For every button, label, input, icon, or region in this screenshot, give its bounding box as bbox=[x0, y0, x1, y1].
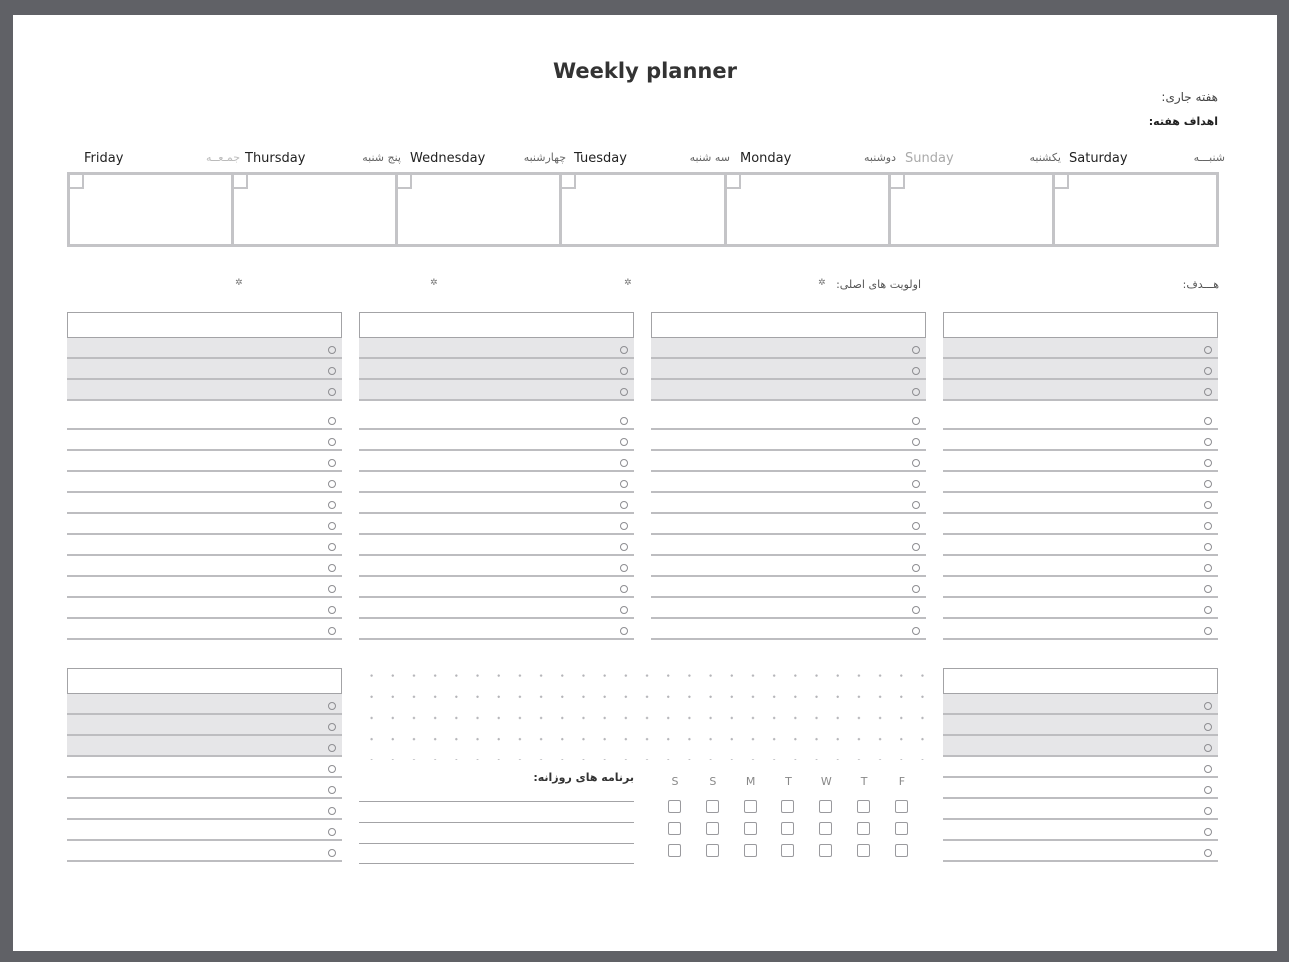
circle-checkbox-icon[interactable] bbox=[1204, 702, 1212, 710]
day-box-tuesday[interactable] bbox=[562, 175, 726, 244]
task-row[interactable] bbox=[359, 430, 634, 451]
circle-checkbox-icon[interactable] bbox=[1204, 828, 1212, 836]
task-column-header[interactable] bbox=[67, 668, 342, 694]
task-row[interactable] bbox=[67, 430, 342, 451]
day-box-monday[interactable] bbox=[727, 175, 891, 244]
circle-checkbox-icon[interactable] bbox=[620, 346, 628, 354]
task-row[interactable] bbox=[651, 619, 926, 640]
circle-checkbox-icon[interactable] bbox=[620, 627, 628, 635]
circle-checkbox-icon[interactable] bbox=[328, 543, 336, 551]
daily-program-line[interactable] bbox=[359, 801, 634, 802]
task-row[interactable] bbox=[67, 535, 342, 556]
circle-checkbox-icon[interactable] bbox=[1204, 417, 1212, 425]
circle-checkbox-icon[interactable] bbox=[1204, 564, 1212, 572]
circle-checkbox-icon[interactable] bbox=[328, 346, 336, 354]
circle-checkbox-icon[interactable] bbox=[328, 723, 336, 731]
day-name-fa: شنبـــه bbox=[1193, 151, 1225, 164]
day-header-wednesday bbox=[408, 151, 572, 169]
circle-checkbox-icon[interactable] bbox=[328, 786, 336, 794]
task-row[interactable] bbox=[67, 472, 342, 493]
habit-checkbox[interactable] bbox=[819, 800, 832, 813]
task-row[interactable] bbox=[651, 409, 926, 430]
task-column bbox=[359, 312, 634, 640]
habit-row bbox=[661, 844, 916, 860]
habit-checkbox[interactable] bbox=[781, 844, 794, 857]
task-row[interactable] bbox=[943, 380, 1218, 401]
circle-checkbox-icon[interactable] bbox=[1204, 522, 1212, 530]
task-column bbox=[651, 312, 926, 640]
habit-checkbox[interactable] bbox=[744, 822, 757, 835]
task-row[interactable] bbox=[359, 472, 634, 493]
task-row[interactable] bbox=[67, 757, 342, 778]
day-header-tuesday bbox=[572, 151, 736, 169]
habit-checkbox[interactable] bbox=[857, 800, 870, 813]
task-row[interactable] bbox=[651, 430, 926, 451]
task-row[interactable] bbox=[359, 514, 634, 535]
habit-row bbox=[661, 822, 916, 838]
task-row[interactable] bbox=[651, 598, 926, 619]
habit-checkbox[interactable] bbox=[668, 800, 681, 813]
task-row[interactable] bbox=[67, 619, 342, 640]
day-box-saturday[interactable] bbox=[1055, 175, 1216, 244]
task-row[interactable] bbox=[67, 598, 342, 619]
circle-checkbox-icon[interactable] bbox=[328, 744, 336, 752]
task-row[interactable] bbox=[651, 380, 926, 401]
habit-checkbox[interactable] bbox=[895, 822, 908, 835]
circle-checkbox-icon[interactable] bbox=[912, 585, 920, 593]
task-column-header[interactable] bbox=[651, 312, 926, 338]
circle-checkbox-icon[interactable] bbox=[328, 564, 336, 572]
circle-checkbox-icon[interactable] bbox=[620, 388, 628, 396]
habit-day-label: S bbox=[671, 775, 679, 788]
task-row[interactable] bbox=[943, 359, 1218, 380]
habit-day-label: S bbox=[709, 775, 717, 788]
goal-label: هـــدف: bbox=[1182, 278, 1219, 291]
task-row[interactable] bbox=[943, 577, 1218, 598]
circle-checkbox-icon[interactable] bbox=[328, 606, 336, 614]
task-row[interactable] bbox=[67, 694, 342, 715]
circle-checkbox-icon[interactable] bbox=[1204, 367, 1212, 375]
task-row[interactable] bbox=[359, 619, 634, 640]
task-row[interactable] bbox=[67, 556, 342, 577]
task-column bbox=[67, 312, 342, 640]
circle-checkbox-icon[interactable] bbox=[328, 627, 336, 635]
task-row[interactable] bbox=[67, 338, 342, 359]
habit-checkbox[interactable] bbox=[895, 844, 908, 857]
task-row[interactable] bbox=[651, 359, 926, 380]
day-header-monday bbox=[738, 151, 902, 169]
task-row[interactable] bbox=[943, 841, 1218, 862]
circle-checkbox-icon[interactable] bbox=[912, 606, 920, 614]
task-row[interactable] bbox=[943, 556, 1218, 577]
priorities-label: اولویت های اصلی: bbox=[836, 278, 921, 291]
task-column-header[interactable] bbox=[943, 312, 1218, 338]
habit-checkbox[interactable] bbox=[744, 844, 757, 857]
habit-checkbox[interactable] bbox=[706, 822, 719, 835]
task-row[interactable] bbox=[359, 535, 634, 556]
task-row[interactable] bbox=[67, 736, 342, 757]
task-row[interactable] bbox=[67, 820, 342, 841]
circle-checkbox-icon[interactable] bbox=[620, 501, 628, 509]
habit-checkbox[interactable] bbox=[781, 822, 794, 835]
task-column-header[interactable] bbox=[943, 668, 1218, 694]
circle-checkbox-icon[interactable] bbox=[620, 367, 628, 375]
task-row[interactable] bbox=[359, 577, 634, 598]
habit-checkbox[interactable] bbox=[668, 844, 681, 857]
planner-page bbox=[13, 15, 1277, 951]
task-row[interactable] bbox=[67, 514, 342, 535]
circle-checkbox-icon[interactable] bbox=[912, 522, 920, 530]
circle-checkbox-icon[interactable] bbox=[328, 367, 336, 375]
circle-checkbox-icon[interactable] bbox=[1204, 459, 1212, 467]
circle-checkbox-icon[interactable] bbox=[1204, 388, 1212, 396]
circle-checkbox-icon[interactable] bbox=[1204, 744, 1212, 752]
task-row[interactable] bbox=[651, 338, 926, 359]
habit-checkbox[interactable] bbox=[895, 800, 908, 813]
task-row[interactable] bbox=[943, 715, 1218, 736]
day-name-en: Saturday bbox=[1069, 151, 1128, 166]
habit-checkbox[interactable] bbox=[857, 822, 870, 835]
circle-checkbox-icon[interactable] bbox=[1204, 807, 1212, 815]
task-row[interactable] bbox=[67, 799, 342, 820]
circle-checkbox-icon[interactable] bbox=[912, 346, 920, 354]
task-column-header[interactable] bbox=[359, 312, 634, 338]
task-row[interactable] bbox=[943, 430, 1218, 451]
circle-checkbox-icon[interactable] bbox=[1204, 585, 1212, 593]
task-row[interactable] bbox=[943, 694, 1218, 715]
day-name-en: Monday bbox=[740, 151, 792, 166]
current-week-label: هفته جاری: bbox=[1161, 90, 1218, 104]
task-row[interactable] bbox=[943, 338, 1218, 359]
task-row[interactable] bbox=[67, 359, 342, 380]
circle-checkbox-icon[interactable] bbox=[328, 765, 336, 773]
dot-grid-notes[interactable] bbox=[361, 665, 936, 760]
task-row[interactable] bbox=[67, 451, 342, 472]
day-name-en: Wednesday bbox=[410, 151, 486, 166]
task-row[interactable] bbox=[67, 409, 342, 430]
circle-checkbox-icon[interactable] bbox=[620, 585, 628, 593]
star-icon: ✲ bbox=[624, 278, 632, 288]
circle-checkbox-icon[interactable] bbox=[912, 627, 920, 635]
circle-checkbox-icon[interactable] bbox=[620, 522, 628, 530]
habit-row bbox=[661, 800, 916, 816]
star-icon: ✲ bbox=[235, 278, 243, 288]
star-icon: ✲ bbox=[818, 278, 826, 288]
task-row[interactable] bbox=[943, 514, 1218, 535]
day-name-fa: یکشنبه bbox=[1029, 151, 1061, 164]
daily-programs-label: برنامه های روزانه: bbox=[533, 771, 634, 784]
bottom-task-column bbox=[67, 668, 342, 862]
task-row[interactable] bbox=[67, 778, 342, 799]
habit-checkbox[interactable] bbox=[706, 844, 719, 857]
circle-checkbox-icon[interactable] bbox=[1204, 786, 1212, 794]
day-name-en: Tuesday bbox=[574, 151, 627, 166]
circle-checkbox-icon[interactable] bbox=[328, 501, 336, 509]
habit-tracker-days bbox=[661, 775, 916, 788]
day-name-fa: سه شنبه bbox=[689, 151, 730, 164]
weekly-goals-label: اهداف هفته: bbox=[1148, 115, 1218, 128]
circle-checkbox-icon[interactable] bbox=[1204, 501, 1212, 509]
task-row[interactable] bbox=[943, 535, 1218, 556]
task-row[interactable] bbox=[67, 380, 342, 401]
circle-checkbox-icon[interactable] bbox=[912, 501, 920, 509]
circle-checkbox-icon[interactable] bbox=[912, 480, 920, 488]
task-row[interactable] bbox=[943, 493, 1218, 514]
circle-checkbox-icon[interactable] bbox=[328, 388, 336, 396]
habit-checkbox[interactable] bbox=[819, 822, 832, 835]
circle-checkbox-icon[interactable] bbox=[620, 543, 628, 551]
task-row[interactable] bbox=[943, 757, 1218, 778]
day-name-fa: پنج شنبه bbox=[362, 151, 401, 164]
star-icon: ✲ bbox=[430, 278, 438, 288]
habit-day-label: F bbox=[898, 775, 906, 788]
day-name-en: Sunday bbox=[905, 151, 954, 166]
day-box-thursday[interactable] bbox=[234, 175, 398, 244]
day-header-thursday bbox=[243, 151, 407, 169]
habit-day-label: T bbox=[785, 775, 792, 788]
circle-checkbox-icon[interactable] bbox=[620, 417, 628, 425]
task-row[interactable] bbox=[359, 359, 634, 380]
circle-checkbox-icon[interactable] bbox=[328, 438, 336, 446]
circle-checkbox-icon[interactable] bbox=[1204, 346, 1212, 354]
circle-checkbox-icon[interactable] bbox=[328, 417, 336, 425]
task-row[interactable] bbox=[359, 380, 634, 401]
habit-day-label: M bbox=[745, 775, 756, 788]
task-row[interactable] bbox=[943, 820, 1218, 841]
circle-checkbox-icon[interactable] bbox=[1204, 543, 1212, 551]
habit-checkbox[interactable] bbox=[706, 800, 719, 813]
circle-checkbox-icon[interactable] bbox=[912, 564, 920, 572]
circle-checkbox-icon[interactable] bbox=[1204, 765, 1212, 773]
task-row[interactable] bbox=[943, 409, 1218, 430]
task-row[interactable] bbox=[651, 577, 926, 598]
day-name-en: Friday bbox=[84, 151, 124, 166]
task-row[interactable] bbox=[67, 841, 342, 862]
task-row[interactable] bbox=[651, 514, 926, 535]
habit-checkbox[interactable] bbox=[744, 800, 757, 813]
habit-checkbox[interactable] bbox=[668, 822, 681, 835]
task-row[interactable] bbox=[651, 493, 926, 514]
habit-checkbox[interactable] bbox=[857, 844, 870, 857]
circle-checkbox-icon[interactable] bbox=[328, 459, 336, 467]
daily-program-line[interactable] bbox=[359, 863, 634, 864]
task-row[interactable] bbox=[67, 493, 342, 514]
circle-checkbox-icon[interactable] bbox=[912, 459, 920, 467]
circle-checkbox-icon[interactable] bbox=[912, 417, 920, 425]
task-row[interactable] bbox=[359, 409, 634, 430]
circle-checkbox-icon[interactable] bbox=[912, 367, 920, 375]
task-row[interactable] bbox=[67, 715, 342, 736]
week-days-strip bbox=[67, 172, 1219, 247]
task-row[interactable] bbox=[943, 598, 1218, 619]
day-box-wednesday[interactable] bbox=[398, 175, 562, 244]
circle-checkbox-icon[interactable] bbox=[620, 438, 628, 446]
page-title: Weekly planner bbox=[553, 59, 737, 83]
circle-checkbox-icon[interactable] bbox=[328, 702, 336, 710]
day-name-en: Thursday bbox=[245, 151, 306, 166]
day-box-friday[interactable] bbox=[70, 175, 234, 244]
circle-checkbox-icon[interactable] bbox=[912, 438, 920, 446]
task-row[interactable] bbox=[359, 451, 634, 472]
task-row[interactable] bbox=[651, 556, 926, 577]
circle-checkbox-icon[interactable] bbox=[1204, 723, 1212, 731]
habit-day-label: W bbox=[820, 775, 832, 788]
day-header-saturday bbox=[1067, 151, 1231, 169]
circle-checkbox-icon[interactable] bbox=[328, 849, 336, 857]
task-row[interactable] bbox=[359, 338, 634, 359]
circle-checkbox-icon[interactable] bbox=[328, 522, 336, 530]
task-row[interactable] bbox=[359, 556, 634, 577]
circle-checkbox-icon[interactable] bbox=[620, 459, 628, 467]
circle-checkbox-icon[interactable] bbox=[328, 480, 336, 488]
circle-checkbox-icon[interactable] bbox=[1204, 849, 1212, 857]
circle-checkbox-icon[interactable] bbox=[1204, 627, 1212, 635]
circle-checkbox-icon[interactable] bbox=[1204, 606, 1212, 614]
habit-checkbox[interactable] bbox=[781, 800, 794, 813]
task-row[interactable] bbox=[943, 778, 1218, 799]
task-row[interactable] bbox=[943, 799, 1218, 820]
circle-checkbox-icon[interactable] bbox=[1204, 480, 1212, 488]
day-name-fa: جمـعــه bbox=[205, 151, 240, 164]
task-row[interactable] bbox=[359, 598, 634, 619]
daily-program-line[interactable] bbox=[359, 843, 634, 844]
task-row[interactable] bbox=[943, 472, 1218, 493]
circle-checkbox-icon[interactable] bbox=[912, 388, 920, 396]
day-name-fa: دوشنبه bbox=[864, 151, 896, 164]
bottom-task-column bbox=[943, 668, 1218, 862]
circle-checkbox-icon[interactable] bbox=[1204, 438, 1212, 446]
task-column bbox=[943, 312, 1218, 640]
habit-day-label: T bbox=[860, 775, 868, 788]
circle-checkbox-icon[interactable] bbox=[620, 564, 628, 572]
circle-checkbox-icon[interactable] bbox=[328, 828, 336, 836]
task-row[interactable] bbox=[943, 736, 1218, 757]
task-row[interactable] bbox=[651, 451, 926, 472]
task-row[interactable] bbox=[651, 535, 926, 556]
day-header-friday bbox=[82, 151, 246, 169]
task-column-header[interactable] bbox=[67, 312, 342, 338]
day-header-sunday bbox=[903, 151, 1067, 169]
day-box-sunday[interactable] bbox=[891, 175, 1055, 244]
habit-checkbox[interactable] bbox=[819, 844, 832, 857]
task-row[interactable] bbox=[359, 493, 634, 514]
task-row[interactable] bbox=[651, 472, 926, 493]
task-row[interactable] bbox=[67, 577, 342, 598]
task-row[interactable] bbox=[943, 451, 1218, 472]
task-row[interactable] bbox=[943, 619, 1218, 640]
circle-checkbox-icon[interactable] bbox=[620, 480, 628, 488]
circle-checkbox-icon[interactable] bbox=[328, 807, 336, 815]
circle-checkbox-icon[interactable] bbox=[328, 585, 336, 593]
day-name-fa: چهارشنبه bbox=[523, 151, 566, 164]
circle-checkbox-icon[interactable] bbox=[620, 606, 628, 614]
circle-checkbox-icon[interactable] bbox=[912, 543, 920, 551]
daily-program-line[interactable] bbox=[359, 822, 634, 823]
